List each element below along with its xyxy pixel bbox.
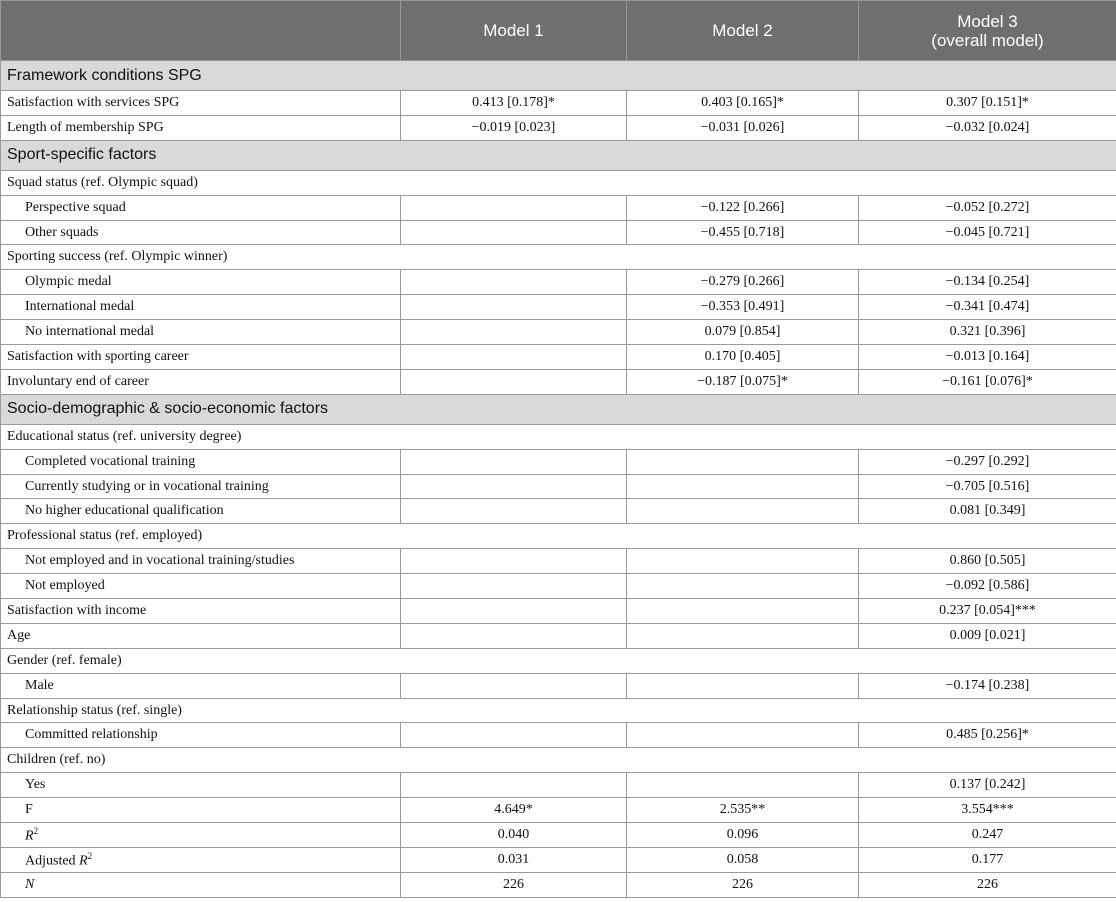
table-row bbox=[1, 115, 1116, 140]
variable-label: Satisfaction with income bbox=[1, 599, 401, 624]
model-1-cell bbox=[401, 320, 627, 345]
model-1-cell: 226 bbox=[401, 872, 627, 897]
section-header-row bbox=[1, 61, 1116, 91]
model-1-cell: 0.040 bbox=[401, 823, 627, 848]
header-model-3-title: Model 3 bbox=[957, 11, 1018, 31]
table-row bbox=[1, 474, 1116, 499]
header-model-3-subtitle: (overall model) bbox=[931, 30, 1044, 50]
table-row bbox=[1, 345, 1116, 370]
variable-label: Other squads bbox=[1, 220, 401, 245]
model-1-cell bbox=[401, 773, 627, 798]
table-row bbox=[1, 549, 1116, 574]
table-row bbox=[1, 270, 1116, 295]
model-3-cell: 0.009 [0.021] bbox=[859, 623, 1116, 648]
table-row bbox=[1, 723, 1116, 748]
variable-label: Length of membership SPG bbox=[1, 115, 401, 140]
model-2-cell bbox=[627, 599, 859, 624]
model-2-cell: 226 bbox=[627, 872, 859, 897]
table-row bbox=[1, 574, 1116, 599]
model-3-cell: −0.297 [0.292] bbox=[859, 449, 1116, 474]
table-row bbox=[1, 823, 1116, 848]
model-2-cell bbox=[627, 474, 859, 499]
model-1-cell bbox=[401, 195, 627, 220]
model-1-cell bbox=[401, 574, 627, 599]
model-1-cell: 0.413 [0.178]* bbox=[401, 91, 627, 116]
variable-label: No higher educational qualification bbox=[1, 499, 401, 524]
model-2-cell: 0.058 bbox=[627, 847, 859, 872]
model-1-cell bbox=[401, 474, 627, 499]
group-header-row bbox=[1, 245, 1116, 270]
variable-label: Male bbox=[1, 673, 401, 698]
model-3-cell: −0.341 [0.474] bbox=[859, 295, 1116, 320]
model-3-cell: −0.092 [0.586] bbox=[859, 574, 1116, 599]
table-row bbox=[1, 195, 1116, 220]
model-3-cell: −0.161 [0.076]* bbox=[859, 369, 1116, 394]
model-3-cell: 0.247 bbox=[859, 823, 1116, 848]
model-2-cell bbox=[627, 623, 859, 648]
model-1-cell bbox=[401, 345, 627, 370]
model-2-cell: −0.187 [0.075]* bbox=[627, 369, 859, 394]
variable-label: International medal bbox=[1, 295, 401, 320]
variable-label: F bbox=[1, 798, 401, 823]
model-3-cell: −0.045 [0.721] bbox=[859, 220, 1116, 245]
section-label: Sport-specific factors bbox=[1, 140, 1116, 170]
variable-label: $R^2$ bbox=[1, 823, 401, 848]
table-row bbox=[1, 773, 1116, 798]
variable-label: Completed vocational training bbox=[1, 449, 401, 474]
group-label: Gender (ref. female) bbox=[1, 648, 1116, 673]
model-2-cell: −0.031 [0.026] bbox=[627, 115, 859, 140]
table-row bbox=[1, 872, 1116, 897]
table-row bbox=[1, 623, 1116, 648]
model-1-cell bbox=[401, 623, 627, 648]
group-header-row bbox=[1, 424, 1116, 449]
model-3-cell: −0.052 [0.272] bbox=[859, 195, 1116, 220]
model-1-cell bbox=[401, 673, 627, 698]
table-row bbox=[1, 220, 1116, 245]
model-2-cell: 0.170 [0.405] bbox=[627, 345, 859, 370]
group-header-row bbox=[1, 170, 1116, 195]
model-2-cell bbox=[627, 499, 859, 524]
model-1-cell bbox=[401, 549, 627, 574]
model-2-cell bbox=[627, 549, 859, 574]
header-model-3 bbox=[859, 1, 1116, 61]
model-2-cell: −0.455 [0.718] bbox=[627, 220, 859, 245]
model-1-cell bbox=[401, 369, 627, 394]
model-3-cell: 0.081 [0.349] bbox=[859, 499, 1116, 524]
model-3-cell: 3.554*** bbox=[859, 798, 1116, 823]
variable-label: Perspective squad bbox=[1, 195, 401, 220]
group-label: Squad status (ref. Olympic squad) bbox=[1, 170, 1116, 195]
model-3-cell: −0.013 [0.164] bbox=[859, 345, 1116, 370]
model-1-cell bbox=[401, 295, 627, 320]
variable-label: Satisfaction with services SPG bbox=[1, 91, 401, 116]
variable-label: Involuntary end of career bbox=[1, 369, 401, 394]
model-1-cell bbox=[401, 499, 627, 524]
variable-label: Currently studying or in vocational training bbox=[1, 474, 401, 499]
model-3-cell: 0.485 [0.256]* bbox=[859, 723, 1116, 748]
table-row bbox=[1, 91, 1116, 116]
model-3-cell: −0.032 [0.024] bbox=[859, 115, 1116, 140]
model-2-cell: 2.535** bbox=[627, 798, 859, 823]
model-3-cell: 226 bbox=[859, 872, 1116, 897]
model-3-cell: 0.177 bbox=[859, 847, 1116, 872]
table-row bbox=[1, 673, 1116, 698]
model-2-cell: 0.096 bbox=[627, 823, 859, 848]
model-1-cell: −0.019 [0.023] bbox=[401, 115, 627, 140]
model-1-cell bbox=[401, 723, 627, 748]
model-1-cell bbox=[401, 270, 627, 295]
model-2-cell bbox=[627, 574, 859, 599]
variable-label: Yes bbox=[1, 773, 401, 798]
table-row bbox=[1, 798, 1116, 823]
table-row bbox=[1, 847, 1116, 872]
model-3-cell: −0.174 [0.238] bbox=[859, 673, 1116, 698]
model-2-cell: 0.079 [0.854] bbox=[627, 320, 859, 345]
section-header-row bbox=[1, 394, 1116, 424]
group-label: Relationship status (ref. single) bbox=[1, 698, 1116, 723]
group-label: Children (ref. no) bbox=[1, 748, 1116, 773]
model-1-cell: 0.031 bbox=[401, 847, 627, 872]
group-header-row bbox=[1, 648, 1116, 673]
variable-label: Adjusted $R^2$ bbox=[1, 847, 401, 872]
group-label: Professional status (ref. employed) bbox=[1, 524, 1116, 549]
variable-label: Age bbox=[1, 623, 401, 648]
table-row bbox=[1, 295, 1116, 320]
table-row bbox=[1, 449, 1116, 474]
model-2-cell bbox=[627, 723, 859, 748]
variable-label: Not employed and in vocational training/studies bbox=[1, 549, 401, 574]
group-header-row bbox=[1, 698, 1116, 723]
model-1-cell bbox=[401, 599, 627, 624]
group-header-row bbox=[1, 524, 1116, 549]
section-label: Framework conditions SPG bbox=[1, 61, 1116, 91]
section-header-row bbox=[1, 140, 1116, 170]
group-label: Sporting success (ref. Olympic winner) bbox=[1, 245, 1116, 270]
model-1-cell: 4.649* bbox=[401, 798, 627, 823]
header-model-1: Model 1 bbox=[401, 1, 627, 61]
header-variable bbox=[1, 1, 401, 61]
group-label: Educational status (ref. university degree) bbox=[1, 424, 1116, 449]
header-row bbox=[1, 1, 1116, 61]
model-3-cell: 0.321 [0.396] bbox=[859, 320, 1116, 345]
table-row bbox=[1, 369, 1116, 394]
header-model-2: Model 2 bbox=[627, 1, 859, 61]
table-row bbox=[1, 499, 1116, 524]
variable-label: Committed relationship bbox=[1, 723, 401, 748]
model-3-cell: 0.307 [0.151]* bbox=[859, 91, 1116, 116]
variable-label: Satisfaction with sporting career bbox=[1, 345, 401, 370]
model-2-cell bbox=[627, 773, 859, 798]
model-1-cell bbox=[401, 220, 627, 245]
group-header-row bbox=[1, 748, 1116, 773]
table-row bbox=[1, 320, 1116, 345]
table-body bbox=[1, 61, 1116, 898]
model-2-cell: −0.279 [0.266] bbox=[627, 270, 859, 295]
table-row bbox=[1, 599, 1116, 624]
model-2-cell bbox=[627, 449, 859, 474]
model-3-cell: 0.860 [0.505] bbox=[859, 549, 1116, 574]
model-2-cell: −0.122 [0.266] bbox=[627, 195, 859, 220]
model-3-cell: −0.705 [0.516] bbox=[859, 474, 1116, 499]
model-2-cell: 0.403 [0.165]* bbox=[627, 91, 859, 116]
variable-label: No international medal bbox=[1, 320, 401, 345]
variable-label: N bbox=[1, 872, 401, 897]
variable-label: Not employed bbox=[1, 574, 401, 599]
variable-label: Olympic medal bbox=[1, 270, 401, 295]
model-2-cell: −0.353 [0.491] bbox=[627, 295, 859, 320]
model-3-cell: 0.237 [0.054]*** bbox=[859, 599, 1116, 624]
model-2-cell bbox=[627, 673, 859, 698]
model-1-cell bbox=[401, 449, 627, 474]
section-label: Socio-demographic & socio-economic factors bbox=[1, 394, 1116, 424]
model-3-cell: −0.134 [0.254] bbox=[859, 270, 1116, 295]
model-3-cell: 0.137 [0.242] bbox=[859, 773, 1116, 798]
